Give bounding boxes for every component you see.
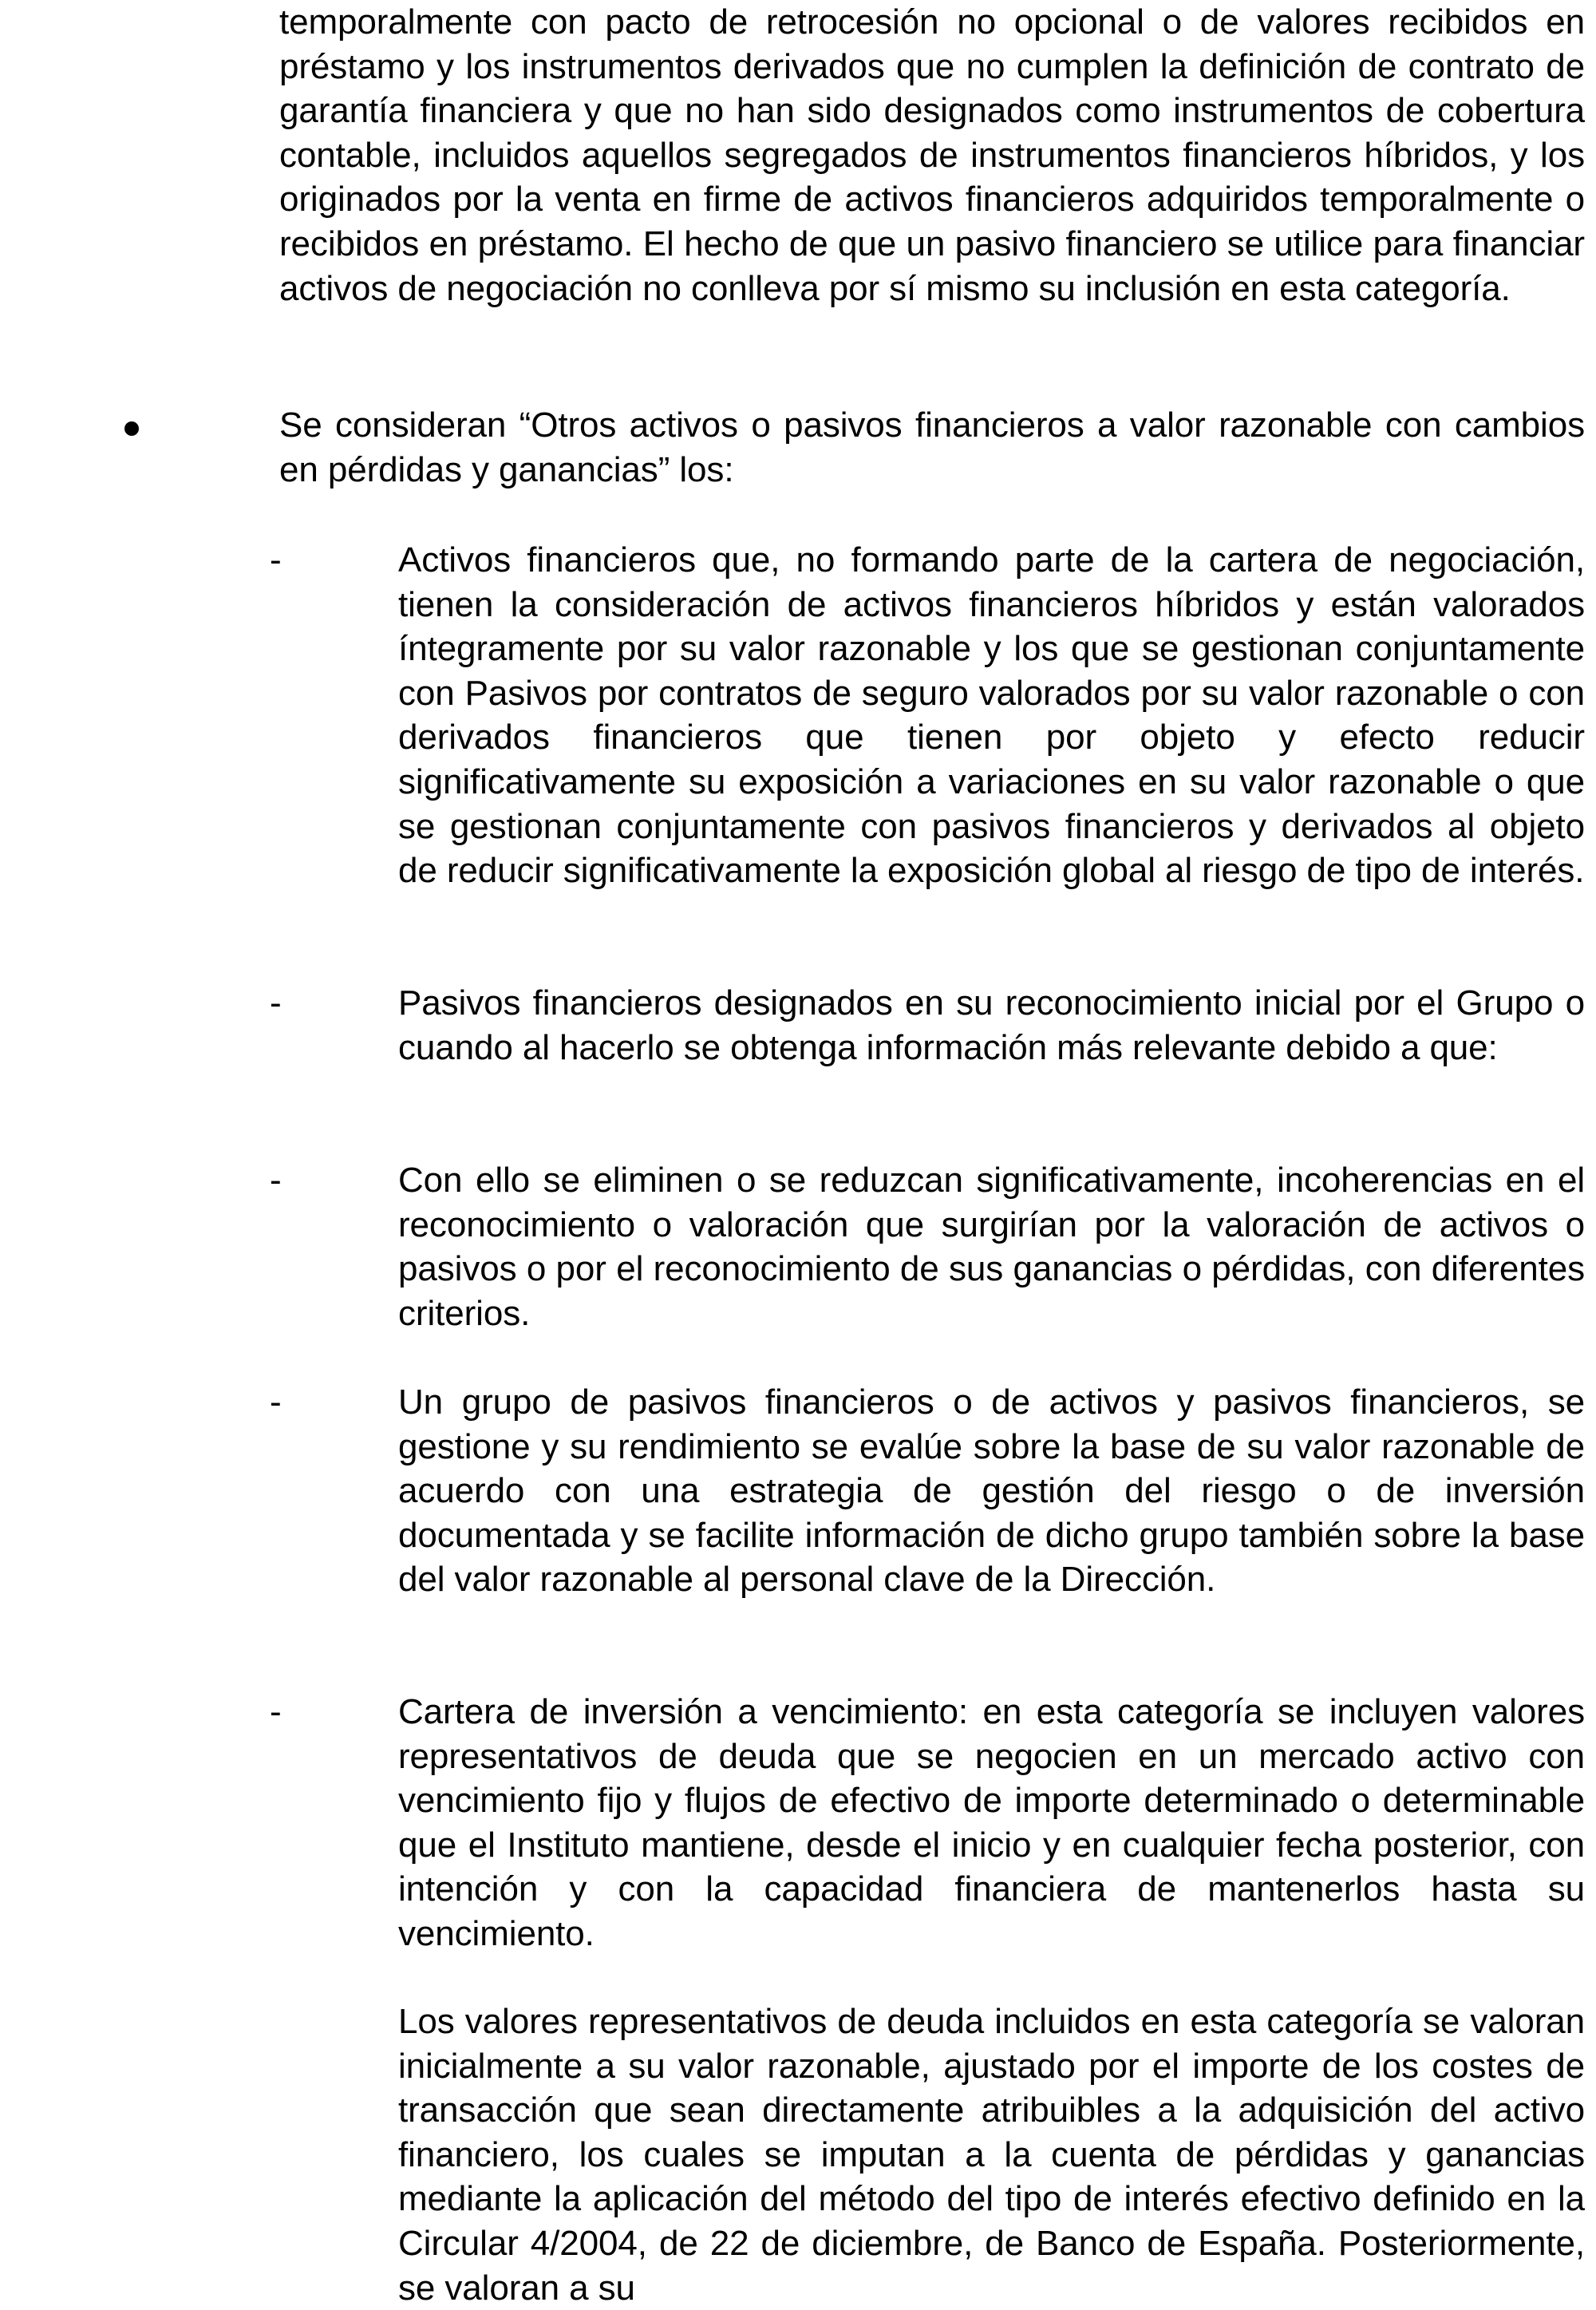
final-paragraph: Los valores representativos de deuda incluidos en esta categoría se valoran inicialmente a su valor razonable, ajustado por el importe de los costes de transacción que sean directamente atribuibles a la adquisición del activo financiero, los cuales se imputan a la cuenta de pérdidas y ganancias mediante la aplicación del método del tipo de interés efectivo definido en la Circular 4/2004, de 22 de diciembre, de Banco de España. Posteriormente, se valoran a su (398, 2002, 1585, 2308)
dash-item-grupo-pasivos: Un grupo de pasivos financieros o de activos y pasivos financieros, se gestione y su rendimiento se evalúe sobre la base de su valor razonable de acuerdo con una estrategia de gestión del riesgo o de inversión documentada y se facilite información de dicho grupo también sobre la base del valor razonable al personal clave de la Dirección. (398, 1382, 1585, 1600)
dash-item-pasivos-financieros: Pasivos financieros designados en su reconocimiento inicial por el Grupo o cuando al hacerlo se obtenga información más relevante debido a que: (398, 983, 1585, 1067)
dash-marker: - (270, 1161, 282, 1200)
intro-paragraph: temporalmente con pacto de retrocesión no opcional o de valores recibidos en préstamo y los instrumentos derivados que no cumplen la definición de contrato de garantía financiera y que no han sido designados como instrumentos de cobertura contable, incluidos aquellos segregados de instrumentos financieros híbridos, y los originados por la venta en firme de activos financieros adquiridos temporalmente o recibidos en préstamo. El hecho de que un pasivo financiero se utilice para financiar activos de negociación no conlleva por sí mismo su inclusión en esta categoría. (279, 2, 1585, 308)
dash-marker: - (270, 1692, 282, 1731)
bullet-paragraph: Se consideran “Otros activos o pasivos financieros a valor razonable con cambios en pérdidas y ganancias” los: (279, 405, 1585, 489)
dash-marker: - (270, 540, 282, 579)
dash-item-incoherencias: Con ello se eliminen o se reduzcan significativamente, incoherencias en el reconocimiento o valoración que surgirían por la valoración de activos o pasivos o por el reconocimiento de sus ganancias o pérdidas, con diferentes criterios. (398, 1161, 1585, 1333)
dash-marker: - (270, 1382, 282, 1422)
bullet-icon (124, 421, 139, 436)
dash-item-activos-financieros: Activos financieros que, no formando parte de la cartera de negociación, tienen la consideración de activos financieros híbridos y están valorados íntegramente por su valor razonable y los que se gestionan conjuntamente con Pasivos por contratos de seguro valorados por su valor razonable o con derivados financieros que tienen por objeto y efecto reducir significativamente su exposición a variaciones en su valor razonable o que se gestionan conjuntamente con pasivos financieros y derivados al objeto de reducir significativamente la exposición global al riesgo de tipo de interés. (398, 540, 1585, 891)
dash-item-cartera-inversion: Cartera de inversión a vencimiento: en esta categoría se incluyen valores representativos de deuda que se negocien en un mercado activo con vencimiento fijo y flujos de efectivo de importe determinado o determinable que el Instituto mantiene, desde el inicio y en cualquier fecha posterior, con intención y con la capacidad financiera de mantenerlos hasta su vencimiento. (398, 1692, 1585, 1953)
dash-marker: - (270, 983, 282, 1022)
